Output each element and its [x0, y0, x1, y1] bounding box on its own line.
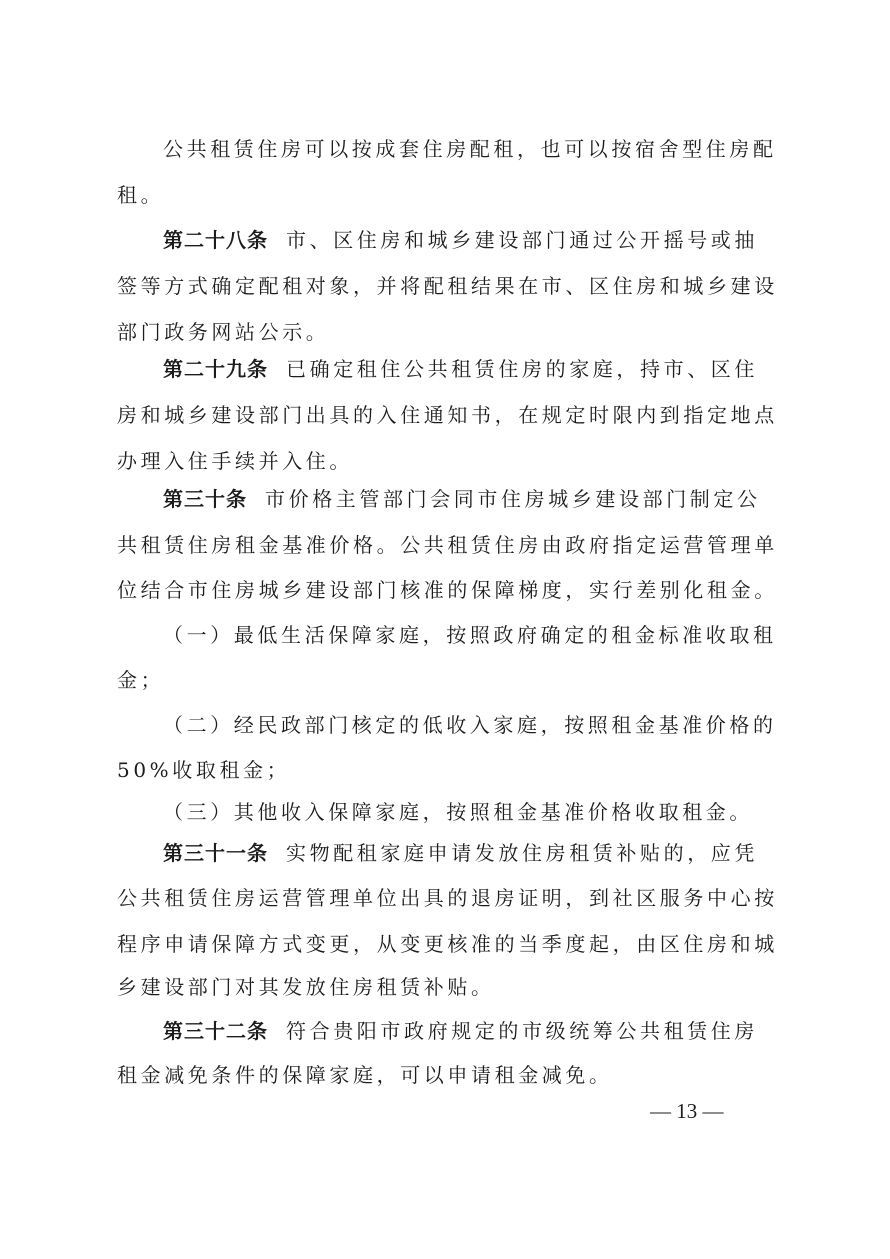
paragraph-line: 第二十八条 市、区住房和城乡建设部门通过公开摇号或抽 — [163, 228, 758, 252]
article-number: 第三十条 — [163, 487, 247, 511]
paragraph-line: （二）经民政部门核定的低收入家庭，按照租金基准价格的 — [163, 713, 777, 737]
paragraph-line: 房和城乡建设部门出具的入住通知书，在规定时限内到指定地点 — [117, 403, 778, 427]
article-number: 第二十八条 — [163, 228, 268, 252]
paragraph-line: 第三十二条 符合贵阳市政府规定的市级统筹公共租赁住房 — [163, 1019, 758, 1043]
paragraph-line: 租金减免条件的保障家庭，可以申请租金减免。 — [117, 1063, 613, 1087]
article-number: 第二十九条 — [163, 357, 268, 381]
paragraph-line: 50%收取租金； — [117, 758, 291, 782]
paragraph-line: 公共租赁住房可以按成套住房配租，也可以按宿舍型住房配 — [163, 137, 777, 161]
article-number: 第三十一条 — [163, 841, 268, 865]
paragraph-line: 第二十九条 已确定租住公共租赁住房的家庭，持市、区住 — [163, 357, 758, 381]
paragraph-line: 签等方式确定配租对象，并将配租结果在市、区住房和城乡建设 — [117, 274, 778, 298]
paragraph-line: （一）最低生活保障家庭，按照政府确定的租金标准收取租 — [163, 623, 777, 647]
paragraph-line: 乡建设部门对其发放住房租赁补贴。 — [117, 975, 495, 999]
paragraph-line: 共租赁住房租金基准价格。公共租赁住房由政府指定运营管理单 — [117, 533, 778, 557]
paragraph-line: 金； — [117, 668, 165, 692]
paragraph-line: 租。 — [117, 183, 165, 207]
paragraph-line: 公共租赁住房运营管理单位出具的退房证明，到社区服务中心按 — [117, 886, 778, 910]
page-number: — 13 — — [650, 1099, 724, 1123]
paragraph-line: 第三十条 市价格主管部门会同市住房城乡建设部门制定公 — [163, 487, 761, 511]
paragraph-line: （三）其他收入保障家庭，按照租金基准价格收取租金。 — [163, 800, 753, 824]
paragraph-line: 办理入住手续并入住。 — [117, 449, 353, 473]
paragraph-line: 第三十一条 实物配租家庭申请发放住房租赁补贴的，应凭 — [163, 841, 758, 865]
article-number: 第三十二条 — [163, 1019, 268, 1043]
paragraph-line: 程序申请保障方式变更，从变更核准的当季度起，由区住房和城 — [117, 932, 778, 956]
paragraph-line: 位结合市住房城乡建设部门核准的保障梯度，实行差别化租金。 — [117, 578, 778, 602]
paragraph-line: 部门政务网站公示。 — [117, 320, 330, 344]
